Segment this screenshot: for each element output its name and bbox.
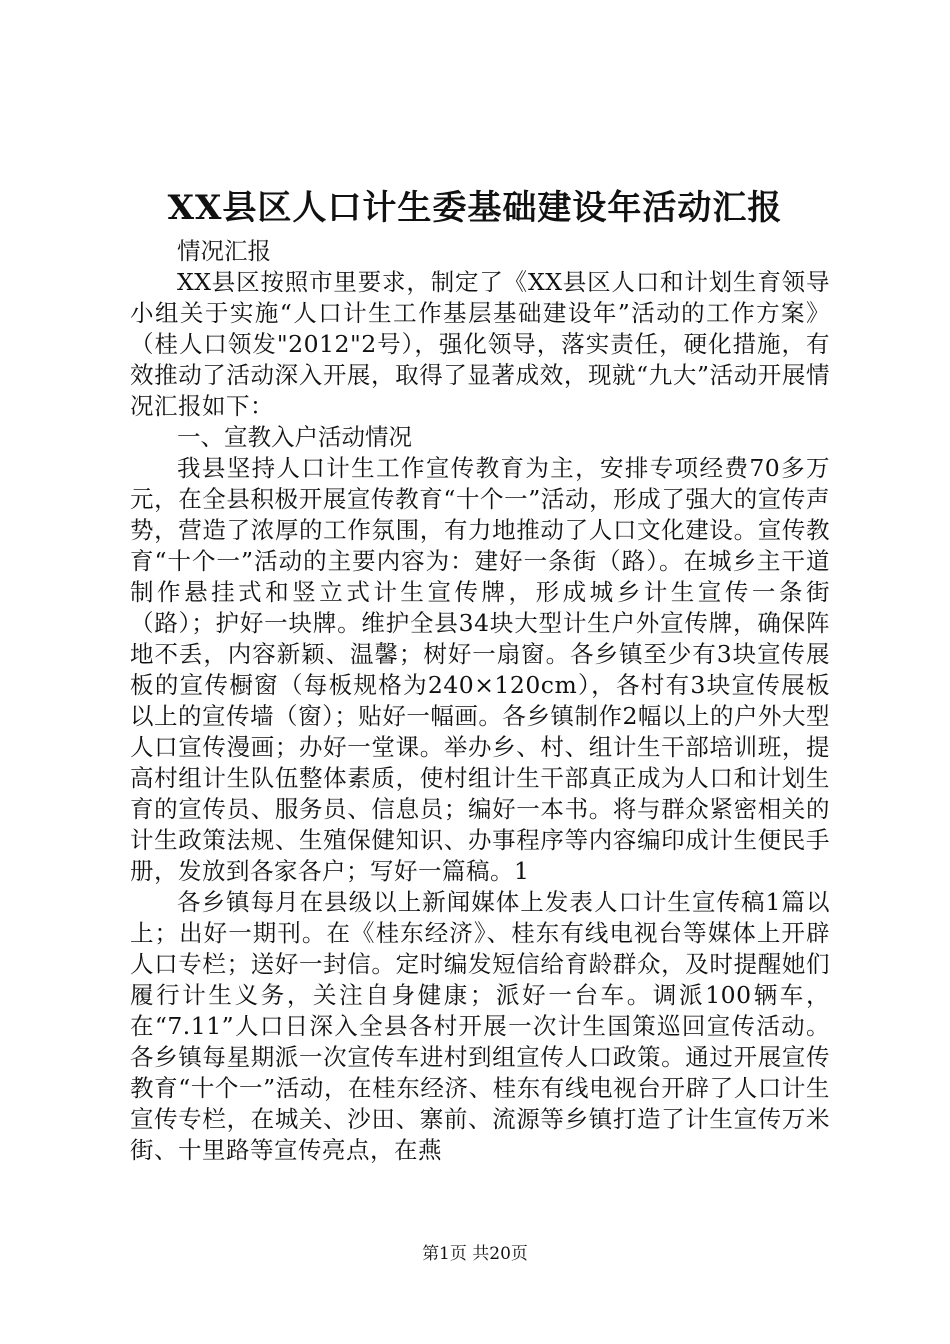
paragraph-section-1-continued: 各乡镇每月在县级以上新闻媒体上发表人口计生宣传稿1篇以上；出好一期刊。在《桂东经济》、桂东有线电视台等媒体上开辟人口专栏；送好一封信。定时编发短信给育龄群众，及时提醒她们履行计生义务，关注自身健康；派好一台车。调派100辆车，在“7.11”人口日深入全县各村开展一次计生国策巡回宣传活动。各乡镇每星期派一次宣传车进村到组宣传人口政策。通过开展宣传教育“十个一”活动，在桂东经济、桂东有线电视台开辟了人口计生宣传专栏，在城关、沙田、寨前、流源等乡镇打造了计生宣传万米街、十里路等宣传亮点，在燕	[130, 888, 830, 1164]
paragraph-intro: XX县区按照市里要求，制定了《XX县区人口和计划生育领导小组关于实施“人口计生工作基层基础建设年”活动的工作方案》（桂人口领发"2012"2号），强化领导，落实责任，硬化措施，有效推动了活动深入开展，取得了显著成效，现就“九大”活动开展情况汇报如下：	[130, 268, 830, 420]
section-heading-1: 一、宣教入户活动情况	[177, 423, 412, 451]
page-number-footer: 第1页 共20页	[422, 1244, 528, 1264]
document-subtitle: 情况汇报	[177, 237, 271, 265]
paragraph-section-1: 我县坚持人口计生工作宣传教育为主，安排专项经费70多万元，在全县积极开展宣传教育“十个一”活动，形成了强大的宣传声势，营造了浓厚的工作氛围，有力地推动了人口文化建设。宣传教育“十个一”活动的主要内容为：建好一条街（路）。在城乡主干道制作悬挂式和竖立式计生宣传牌，形成城乡计生宣传一条街（路）；护好一块牌。维护全县34块大型计生户外宣传牌，确保阵地不丢，内容新颖、温馨；树好一扇窗。各乡镇至少有3块宣传展板的宣传橱窗（每板规格为240×120cm），各村有3块宣传展板以上的宣传墙（窗）；贴好一幅画。各乡镇制作2幅以上的户外大型人口宣传漫画；办好一堂课。举办乡、村、组计生干部培训班，提高村组计生队伍整体素质，使村组计生干部真正成为人口和计划生育的宣传员、服务员、信息员；编好一本书。将与群众紧密相关的计生政策法规、生殖保健知识、办事程序等内容编印成计生便民手册，发放到各家各户；写好一篇稿。1	[130, 454, 830, 885]
document-title: XX县区人口计生委基础建设年活动汇报	[167, 188, 783, 228]
document-body	[130, 236, 830, 1166]
